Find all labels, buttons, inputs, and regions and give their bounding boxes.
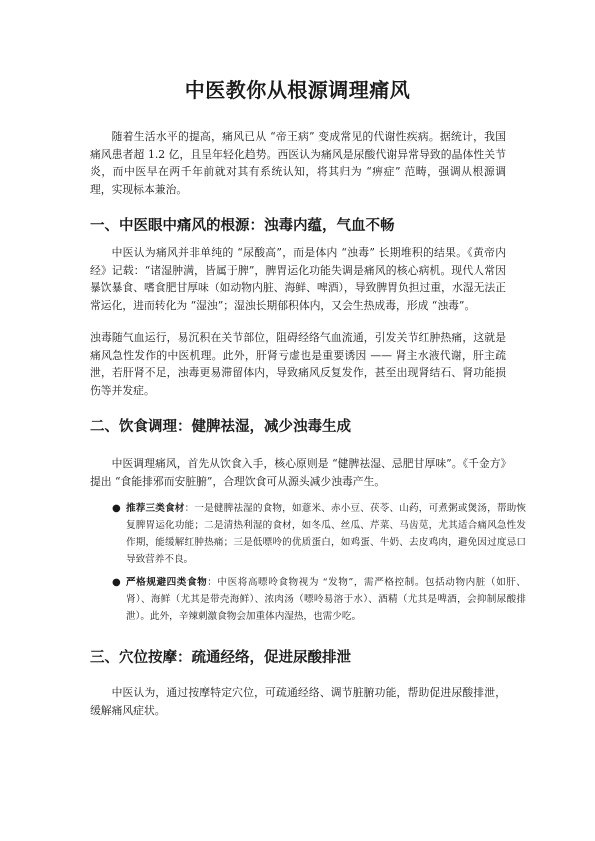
document-title: 中医教你从根源调理痛风 xyxy=(184,78,411,102)
section2-heading: 二、饮食调理：健脾祛湿，减少浊毒生成 xyxy=(90,419,351,435)
section3-paragraph-1: 中医认为，通过按摩特定穴位，可疏通经络、调节脏腑功能，帮助促进尿酸排泄，缓解痛风症状。 xyxy=(90,686,506,717)
intro-paragraph: 随着生活水平的提高，痛风已从 “帝王病” 变成常见的代谢性疾病。据统计，我国痛风患者超 1.2 亿，且呈年轻化趋势。西医认为痛风是尿酸代谢异常导致的晶体性关节炎，而中医早在两千年前就对其有系统认知，将其归为 “痹症” 范畴，强调从根源调理，实现标本兼治。 xyxy=(90,130,506,196)
section1-paragraph-1: 中医认为痛风并非单纯的 “尿酸高”，而是体内 “浊毒” 长期堆积的结果。《黄帝内经》记载：“诸湿肿满，皆属于脾”，脾胃运化功能失调是痛风的核心病机。现代人常因暴饮暴食、嗜食肥甘厚味（如动物内脏、海鲜、啤酒），导致脾胃负担过重，水湿无法正常运化，进而转化为 “湿浊”；湿浊长期郁积体内，又会生热成毒，形成 “浊毒”。 xyxy=(90,246,506,312)
bullet-text: ：一是健脾祛湿的食物，如薏米、赤小豆、茯苓、山药，可煮粥或煲汤，帮助恢复脾胃运化功能；二是清热利湿的食材，如冬瓜、丝瓜、芹菜、马齿苋，尤其适合痛风急性发作期，能缓解红肿热痛；三是低嘌呤的优质蛋白，如鸡蛋、牛奶、去皮鸡肉，避免因过度忌口导致营养不良。 xyxy=(126,503,527,565)
bullet-key: 推荐三类食材 xyxy=(126,503,185,514)
bullet-dot-icon: ● xyxy=(112,503,121,514)
bullet-text: ：中医将高嘌呤食物视为 “发物”，需严格控制。包括动物内脏（如肝、肾）、海鲜（尤其是带壳海鲜）、浓肉汤（嘌呤易溶于水）、酒精（尤其是啤酒，会抑制尿酸排泄）。此外，辛辣刺激食物会加重体内湿热，也需少吃。 xyxy=(126,577,526,622)
section1-paragraph-2: 浊毒随气血运行，易沉积在关节部位，阻碍经络气血流通，引发关节红肿热痛，这就是痛风急性发作的中医机理。此外，肝肾亏虚也是重要诱因 —— 肾主水液代谢，肝主疏泄，若肝肾不足，浊毒更易滞留体内，导致痛风反复发作，甚至出现肾结石、肾功能损伤等并发症。 xyxy=(90,331,506,397)
section1-heading: 一、中医眼中痛风的根源：浊毒内蕴，气血不畅 xyxy=(90,218,395,234)
bullet-item-avoid-foods xyxy=(106,574,526,625)
section3-heading: 三、穴位按摩：疏通经络，促进尿酸排泄 xyxy=(90,650,351,666)
section2-paragraph-1: 中医调理痛风，首先从饮食入手，核心原则是 “健脾祛湿、忌肥甘厚味”。《千金方》提出 “食能排邪而安脏腑”，合理饮食可从源头减少浊毒产生。 xyxy=(90,457,506,488)
bullet-item-recommended-foods xyxy=(106,500,526,568)
bullet-key: 严格规避四类食物 xyxy=(126,577,208,588)
bullet-dot-icon: ● xyxy=(112,577,121,588)
